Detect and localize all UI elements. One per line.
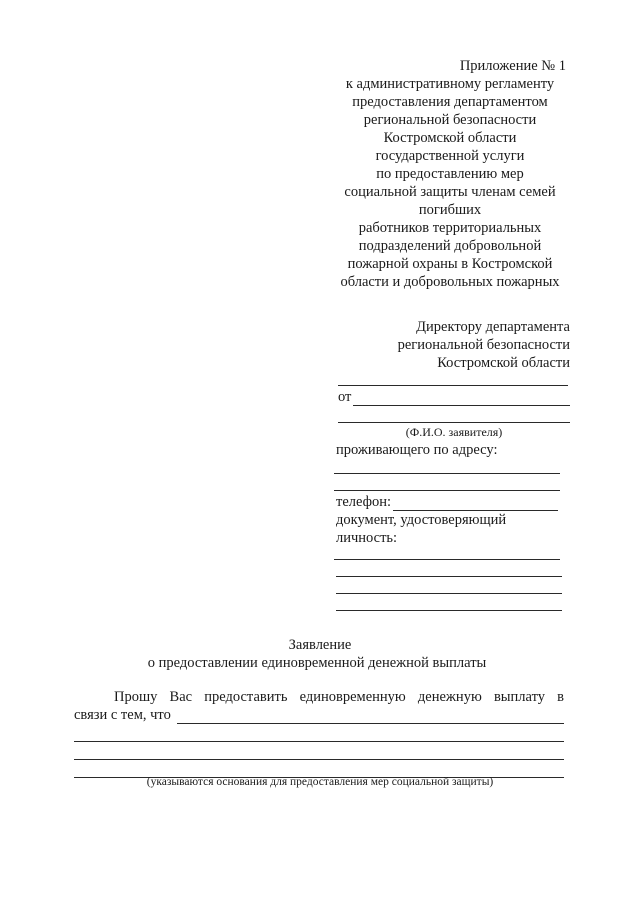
phone-row bbox=[336, 493, 558, 511]
appendix-line: региональной безопасности bbox=[363, 112, 537, 128]
fio-caption: (Ф.И.О. заявителя) bbox=[405, 425, 503, 439]
appendix-line: пожарной охраны в Костромской bbox=[347, 256, 553, 272]
appendix-line: области и добровольных пожарных bbox=[340, 274, 560, 290]
appendix-number: Приложение № 1 bbox=[459, 58, 566, 74]
appendix-line: государственной услуги bbox=[375, 148, 525, 164]
from-row bbox=[338, 388, 570, 406]
blank-line-top[interactable] bbox=[338, 370, 568, 386]
address-field-line-1[interactable] bbox=[334, 459, 560, 474]
appendix-line: работников территориальных bbox=[358, 220, 542, 236]
appendix-line: подразделений добровольной bbox=[358, 238, 542, 254]
document-field-line-3[interactable] bbox=[336, 577, 562, 594]
reason-field-3[interactable] bbox=[74, 742, 564, 760]
phone-label: телефон: bbox=[336, 494, 392, 510]
from-label: от bbox=[338, 389, 352, 405]
statement-footnote: (указываются основания для предоставления мер социальной защиты) bbox=[146, 776, 494, 788]
statement-body bbox=[74, 688, 564, 778]
appendix-line: Костромской области bbox=[383, 130, 517, 146]
statement-text-line-2 bbox=[74, 706, 564, 724]
address-label: проживающего по адресу: bbox=[336, 442, 498, 458]
addressee-block bbox=[330, 318, 570, 372]
appendix-line: социальной защиты членам семей bbox=[344, 184, 556, 200]
addressee-line: региональной безопасности bbox=[397, 337, 570, 353]
from-field[interactable] bbox=[353, 391, 570, 406]
appendix-line: погибших bbox=[418, 202, 482, 218]
document-field-line-4[interactable] bbox=[336, 594, 562, 611]
reason-field-1[interactable] bbox=[177, 710, 564, 724]
fio-field-line[interactable] bbox=[338, 406, 570, 423]
address-field-line-2[interactable] bbox=[334, 474, 560, 491]
document-field-line-1[interactable] bbox=[334, 547, 560, 560]
document-label: документ, удостоверяющий bbox=[336, 512, 507, 528]
phone-field[interactable] bbox=[393, 496, 558, 511]
applicant-form bbox=[338, 370, 570, 611]
appendix-header bbox=[330, 57, 570, 291]
statement-text-start: связи с тем, что bbox=[74, 707, 171, 723]
reason-field-2[interactable] bbox=[74, 724, 564, 742]
statement-heading bbox=[0, 636, 640, 672]
statement-subtitle: о предоставлении единовременной денежной выплаты bbox=[147, 655, 487, 671]
document-field-line-2[interactable] bbox=[336, 560, 562, 577]
statement-title: Заявление bbox=[288, 637, 352, 653]
addressee-line: Костромской области bbox=[437, 355, 570, 371]
appendix-line: к административному регламенту bbox=[345, 76, 555, 92]
appendix-line: по предоставлению мер bbox=[376, 166, 524, 182]
statement-text-line-1: Прошу Вас предоставить единовременную денежную выплату в bbox=[114, 689, 564, 705]
document-label-2: личность: bbox=[336, 530, 398, 546]
appendix-line: предоставления департаментом bbox=[352, 94, 548, 110]
addressee-line: Директору департамента bbox=[416, 319, 570, 335]
